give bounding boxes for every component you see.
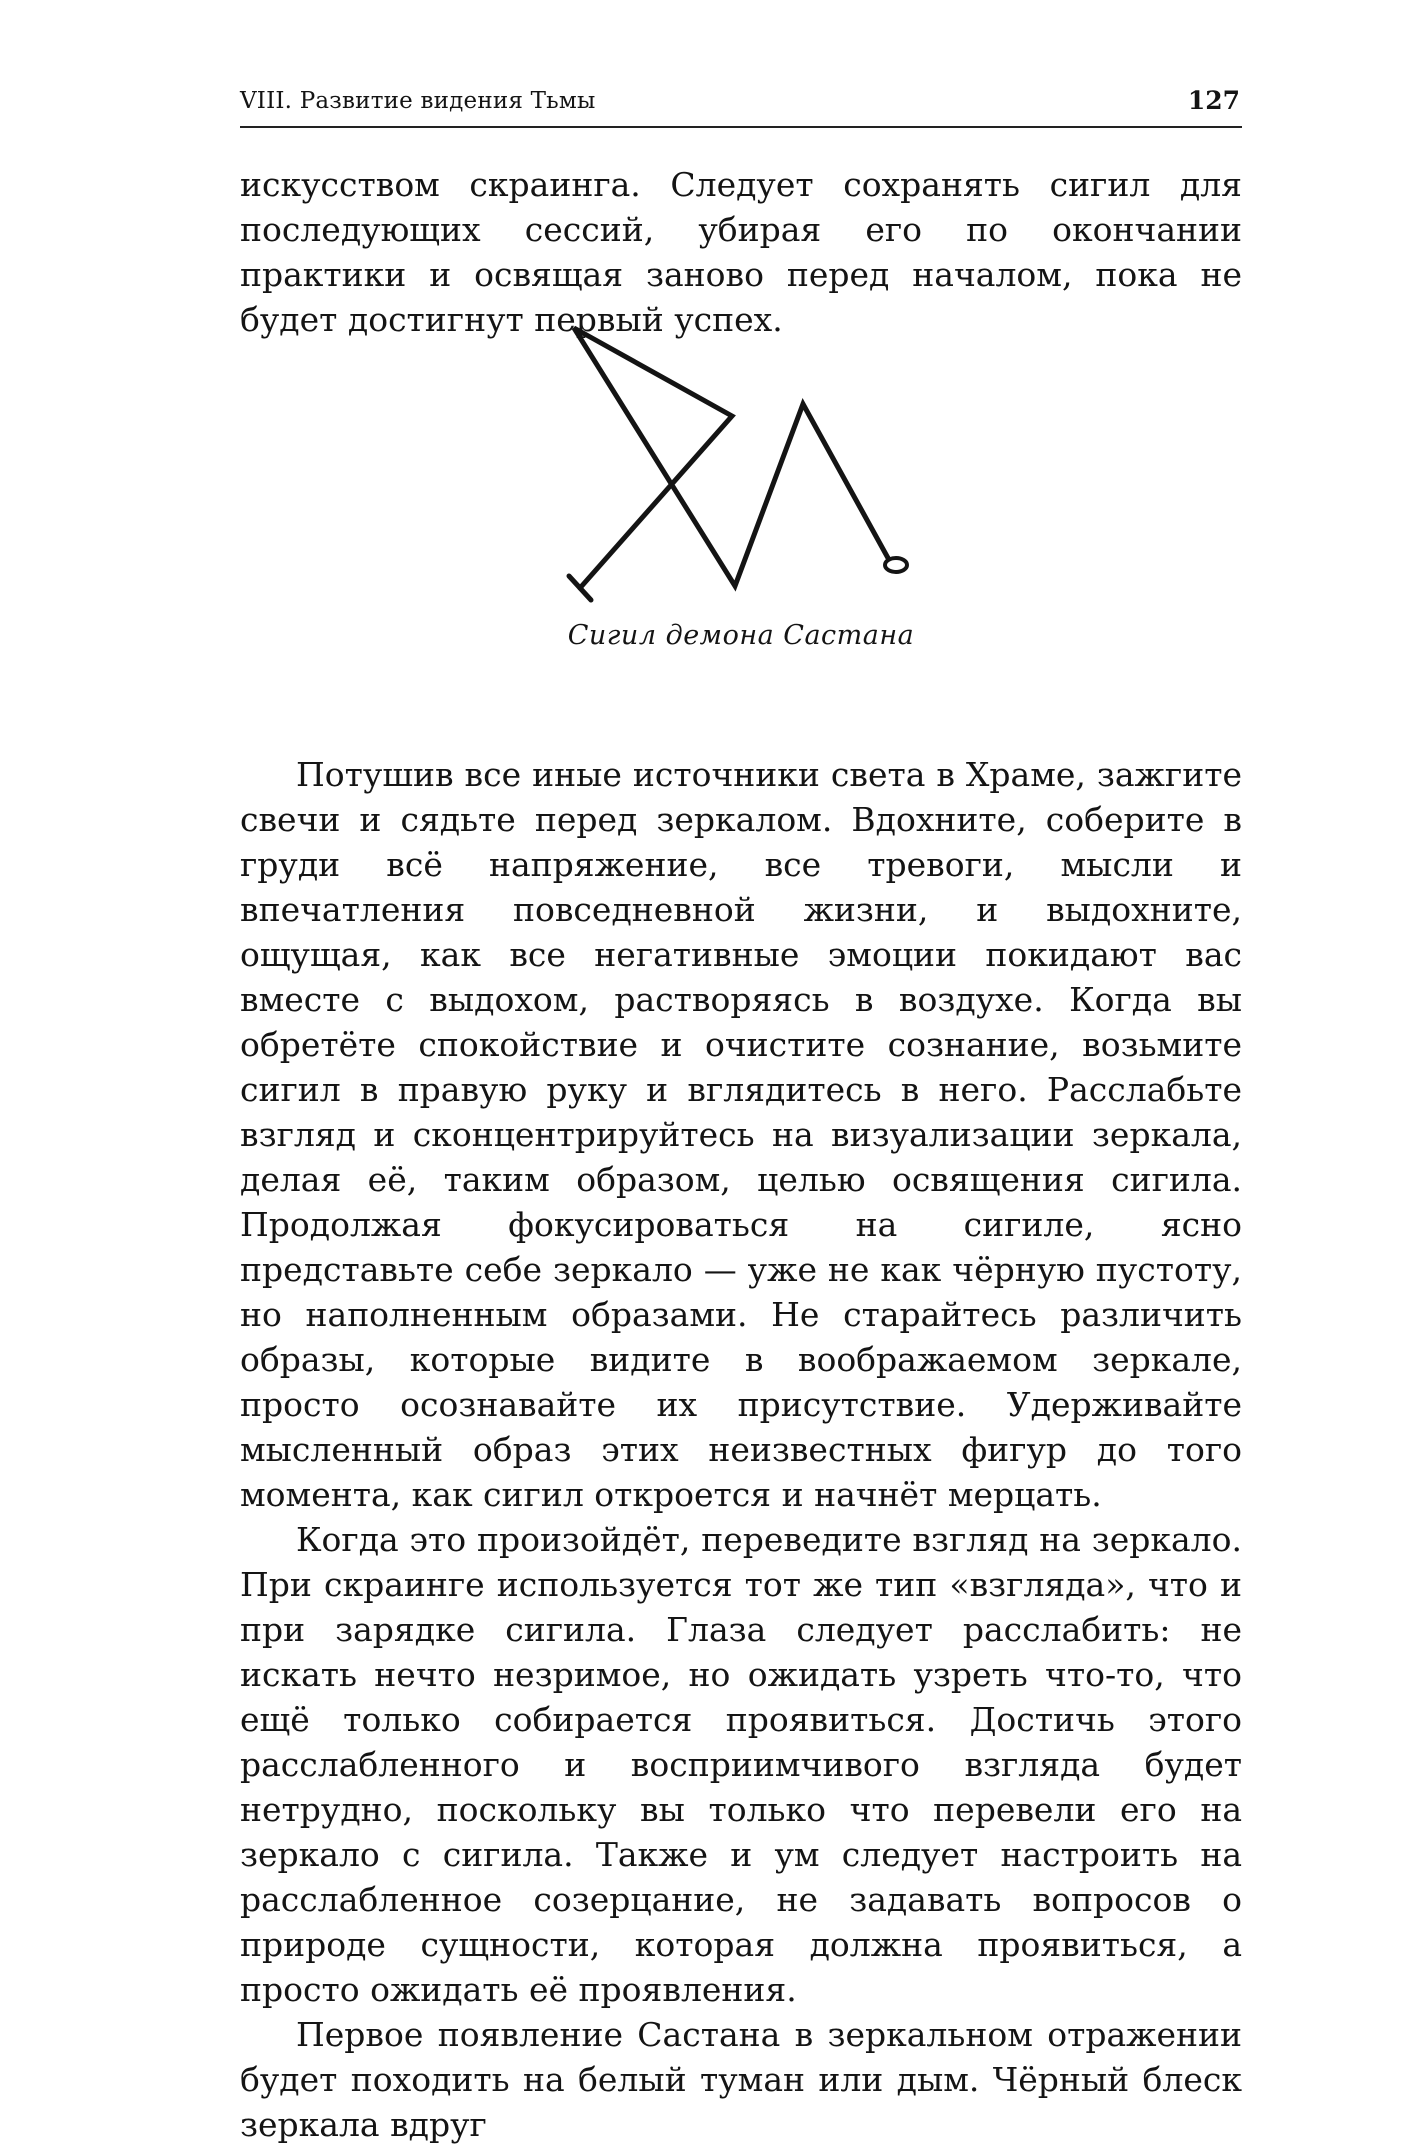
figure-caption: Сигил демона Састана [567, 620, 915, 651]
sigil-icon [560, 318, 930, 608]
continued-paragraph-block [240, 162, 1242, 342]
continued-paragraph: искусством скраинга. Следует сохранять сигил для последующих сессий, убирая его по окончании практики и освящая заново перед началом, пока не будет достигнут первый успех. [240, 165, 1242, 339]
page-number: 127 [1187, 86, 1240, 115]
sigil-main-stroke [574, 328, 888, 588]
sigil-end-circle [885, 558, 907, 572]
chapter-title: VIII. Развитие видения Тьмы [240, 88, 596, 114]
paragraph: Потушив все иные источники света в Храме, зажгите свечи и сядьте перед зеркалом. Вдохните, соберите в груди всё напряжение, все тревоги, мысли и впечатления повседневной жизни, и выдохните, ощущая, как все негативные эмоции покидают вас вместе с выдохом, растворяясь в воздухе. Когда вы обретёте спокойствие и очистите сознание, возьмите сигил в правую руку и вглядитесь в него. Расслабьте взгляд и сконцентрируйтесь на визуализации зеркала, делая её, таким образом, целью освящения сигила. Продолжая фокусироваться на сигиле, ясно представьте себе зеркало — уже не как чёрную пустоту, но наполненным образами. Не старайтесь различить образы, которые видите в воображаемом зеркале, просто осознавайте их присутствие. Удерживайте мысленный образ этих неизвестных фигур до того момента, как сигил откроется и начнёт мерцать. [240, 755, 1242, 1514]
running-head [240, 86, 1242, 128]
paragraph: Когда это произойдёт, переведите взгляд на зеркало. При скраинге используется тот же тип «взгляда», что и при зарядке сигила. Глаза следует расслабить: не искать нечто незримое, но ожидать узреть что-то, что ещё только собирается проявиться. Достичь этого расслабленного и восприимчивого взгляда будет нетрудно, поскольку вы только что перевели его на зеркало с сигила. Также и ум следует настроить на расслабленное созерцание, не задавать вопросов о природе сущности, которая должна проявиться, а просто ожидать её проявления. [240, 1520, 1242, 2009]
main-text-block [240, 752, 1242, 2147]
paragraph: Первое появление Састана в зеркальном отражении будет походить на белый туман или дым. Чёрный блеск зеркала вдруг [240, 2015, 1242, 2144]
